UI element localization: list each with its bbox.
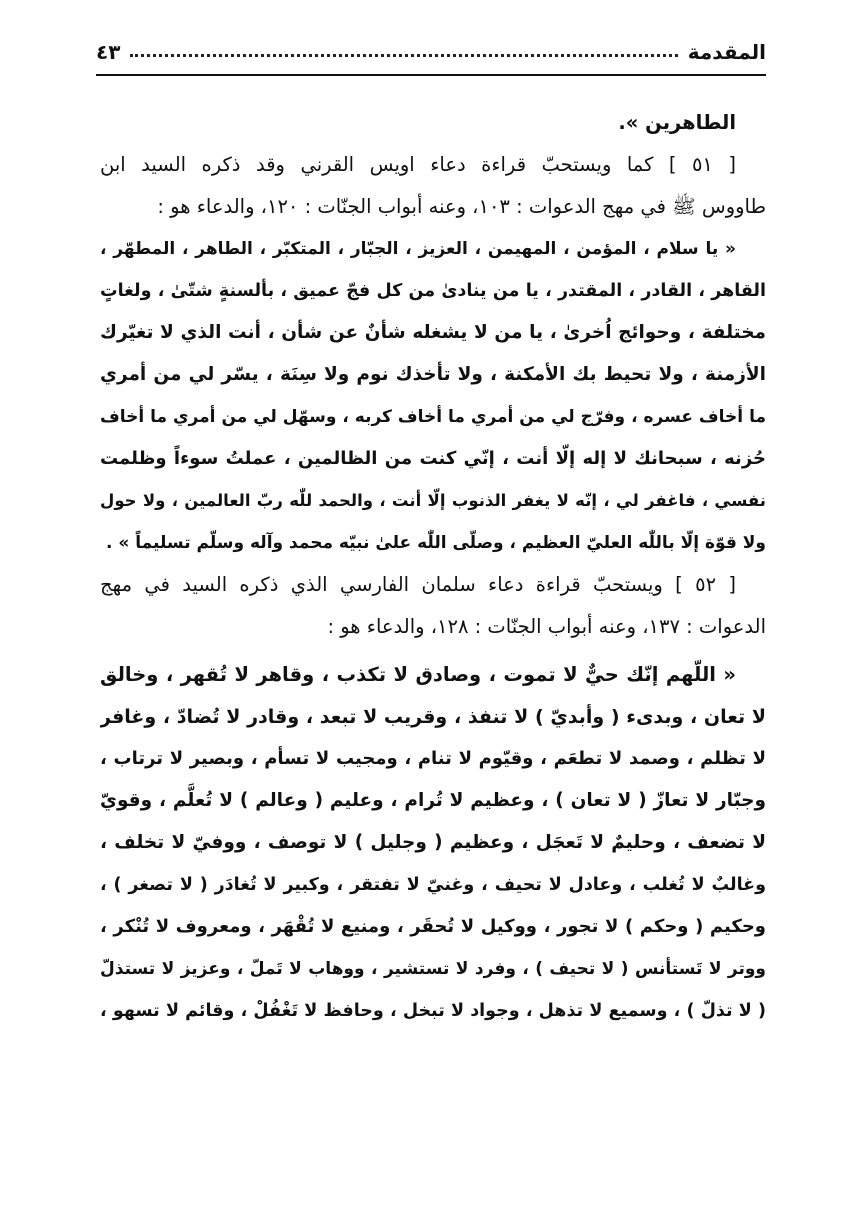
text-line: « يا سلام ، المؤمن ، المهيمن ، العزيز ، الجبّار ، المتكبّر ، الطاهر ، المطهّر ، bbox=[100, 239, 736, 259]
text-line: وحكيم ( وحكم ) لا تجور ، ووكيل لا تُحقَر ، ومنيع لا تُقْهَر ، ومعروف لا تُنْكر ، bbox=[100, 916, 766, 937]
page-body bbox=[100, 102, 766, 1032]
text-line: « اللّهم إنّك حيٌّ لا تموت ، وصادق لا تكذب ، وقاهر لا تُقهر ، وخالق bbox=[100, 663, 736, 686]
text-line: [ ٥٢ ] ويستحبّ قراءة دعاء سلمان الفارسي الذي ذكره السيد في مهج bbox=[100, 573, 736, 596]
page-header bbox=[96, 28, 766, 64]
text-line: ( لا تذلّ ) ، وسميع لا تذهل ، وجواد لا تبخل ، وحافظ لا تَغْفُلْ ، وقائم لا تسهو ، bbox=[100, 1001, 766, 1021]
text-line: لا تظلم ، وصمد لا تطعَم ، وقيّوم لا تنام ، ومجيب لا تسأم ، وبصير لا ترتاب ، bbox=[100, 748, 766, 769]
text-line: القاهر ، القادر ، المقتدر ، يا من ينادىٰ من كل فجّ عميق ، بألسنةٍ شتّىٰ ، ولغاتٍ bbox=[100, 281, 766, 301]
page-number: ٤٣ bbox=[96, 40, 121, 64]
text-line: الأزمنة ، ولا تحيط بك الأمكنة ، ولا تأخذك نوم ولا سِنَة ، يسّر لي من أمري bbox=[100, 364, 766, 385]
text-line: حُزنه ، سبحانك لا إله إلّا أنت ، إنّي كنت من الظالمين ، عملتُ سوءاً وظلمت bbox=[100, 448, 766, 469]
text-line: ووتر لا تَستأنس ( لا تحيف ) ، وفرد لا تستشير ، ووهاب لا تَملّ ، وعزيز لا تستذلّ bbox=[100, 959, 766, 979]
text-line: لا تعان ، وبدىء ( وأبديّ ) لا تنفذ ، وقريب لا تبعد ، وقادر لا تُضادّ ، وغافر bbox=[100, 706, 766, 728]
chapter-title: المقدمة bbox=[687, 40, 766, 64]
text-line: وجبّار لا تعازّ ( لا تعان ) ، وعظيم لا تُرام ، وعليم ( وعالم ) لا تُعلَّم ، وقويّ bbox=[100, 790, 766, 811]
text-line: لا تضعف ، وحليمٌ لا تَعجَل ، وعظيم ( وجليل ) لا توصف ، ووفيّ لا تخلف ، bbox=[100, 832, 766, 853]
header-rule bbox=[96, 74, 766, 76]
text-line: نفسي ، فاغفر لي ، إنّه لا يغفر الذنوب إلّا أنت ، والحمد للّٰه ربّ العالمين ، ولا حول bbox=[100, 491, 766, 510]
text-line: الطاهرين ». bbox=[618, 111, 736, 134]
dot-leader bbox=[130, 54, 677, 57]
text-line: الدعوات : ١٣٧، وعنه أبواب الجنّات : ١٢٨، والدعاء هو : bbox=[327, 615, 766, 638]
text-line: وغالبٌ لا تُغلب ، وعادل لا تحيف ، وغنيّ لا تفتقر ، وكبير لا تُغادَر ( لا تصغر ) ، bbox=[100, 875, 766, 895]
text-line: [ ٥١ ] كما ويستحبّ قراءة دعاء اويس القرني وقد ذكره السيد ابن bbox=[100, 153, 736, 176]
text-line: ولا قوّة إلّا باللّٰه العليّ العظيم ، وصلّى اللّٰه علىٰ نبيّه محمد وآله وسلّم تسليماً » . bbox=[105, 533, 766, 553]
text-line: ما أخاف عسره ، وفرّج لي من أمري ما أخاف كربه ، وسهّل لي من أمري ما أخاف bbox=[100, 407, 766, 427]
text-line: مختلفة ، وحوائج اُخرىٰ ، يا من لا يشغله شأنٌ عن شأن ، أنت الذي لا تغيّرك bbox=[100, 322, 766, 343]
text-line: طاووس ﷺ في مهج الدعوات : ١٠٣، وعنه أبواب الجنّات : ١٢٠، والدعاء هو : bbox=[157, 195, 766, 218]
